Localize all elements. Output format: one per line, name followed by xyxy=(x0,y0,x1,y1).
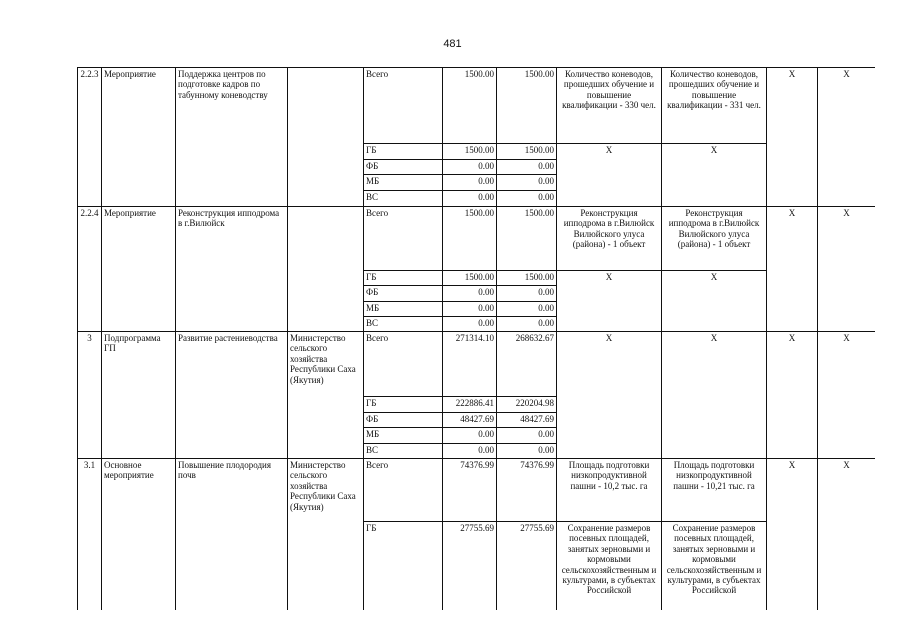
value-actual: 1500.00 xyxy=(497,144,557,160)
value-planned: 27755.69 xyxy=(443,522,497,611)
value-actual: 0.00 xyxy=(497,191,557,207)
value-actual: 268632.67 xyxy=(497,332,557,397)
funding-source: Всего xyxy=(364,207,443,271)
value-actual: 0.00 xyxy=(497,160,557,175)
value-planned: 222886.41 xyxy=(443,397,497,413)
program-table-grid xyxy=(77,67,875,610)
indicator-actual: X xyxy=(662,332,767,459)
program-table xyxy=(77,67,875,610)
indicator-planned: Площадь подготовки низкопродуктивной пашни - 10,2 тыс. га xyxy=(557,459,662,522)
funding-source: ФБ xyxy=(364,413,443,428)
value-actual: 0.00 xyxy=(497,302,557,317)
indicator-planned: Сохранение размеров посевных площадей, занятых зерновыми и кормовыми сельскохозяйственным и культурами, в субъектах Российской xyxy=(557,522,662,611)
table-row xyxy=(78,68,876,144)
item-type: Основное мероприятие xyxy=(102,459,176,611)
item-title: Поддержка центров по подготовке кадров по табунному коневодству xyxy=(176,68,288,207)
mark-x: X xyxy=(818,68,876,207)
value-actual: 0.00 xyxy=(497,175,557,191)
mark-x: X xyxy=(767,207,818,332)
value-planned: 0.00 xyxy=(443,302,497,317)
value-actual: 0.00 xyxy=(497,428,557,444)
value-actual: 220204.98 xyxy=(497,397,557,413)
indicator-actual: X xyxy=(662,271,767,332)
funding-source: Всего xyxy=(364,332,443,397)
funding-source: МБ xyxy=(364,175,443,191)
value-planned: 0.00 xyxy=(443,191,497,207)
executor xyxy=(288,207,364,332)
item-type: Подпрограмма ГП xyxy=(102,332,176,459)
item-title: Повышение плодородия почв xyxy=(176,459,288,611)
funding-source: ВС xyxy=(364,444,443,459)
value-planned: 0.00 xyxy=(443,286,497,302)
table-row xyxy=(78,332,876,397)
value-planned: 0.00 xyxy=(443,428,497,444)
value-actual: 74376.99 xyxy=(497,459,557,522)
item-type: Мероприятие xyxy=(102,68,176,207)
value-planned: 0.00 xyxy=(443,444,497,459)
mark-x: X xyxy=(767,459,818,611)
table-body xyxy=(78,68,876,611)
mark-x: X xyxy=(818,207,876,332)
indicator-planned: Количество коневодов, прошедших обучение и повышение квалификации - 330 чел. xyxy=(557,68,662,144)
indicator-actual: Площадь подготовки низкопродуктивной пашни - 10,21 тыс. га xyxy=(662,459,767,522)
value-planned: 1500.00 xyxy=(443,207,497,271)
funding-source: Всего xyxy=(364,459,443,522)
funding-source: ВС xyxy=(364,191,443,207)
value-planned: 0.00 xyxy=(443,160,497,175)
funding-source: ФБ xyxy=(364,160,443,175)
executor xyxy=(288,68,364,207)
row-number: 3 xyxy=(78,332,102,459)
indicator-actual: Сохранение размеров посевных площадей, занятых зерновыми и кормовыми сельскохозяйственным и культурами, в субъектах Российской xyxy=(662,522,767,611)
item-title: Реконструкция ипподрома в г.Вилюйск xyxy=(176,207,288,332)
funding-source: ВС xyxy=(364,317,443,332)
indicator-actual: Реконструкция ипподрома в г.Вилюйск Вилюйского улуса (района) - 1 объект xyxy=(662,207,767,271)
funding-source: МБ xyxy=(364,302,443,317)
mark-x: X xyxy=(818,459,876,611)
funding-source: ГБ xyxy=(364,397,443,413)
value-planned: 1500.00 xyxy=(443,271,497,286)
row-number: 3.1 xyxy=(78,459,102,611)
indicator-planned: X xyxy=(557,271,662,332)
funding-source: Всего xyxy=(364,68,443,144)
indicator-actual: Количество коневодов, прошедших обучение и повышение квалификации - 331 чел. xyxy=(662,68,767,144)
value-planned: 74376.99 xyxy=(443,459,497,522)
funding-source: ГБ xyxy=(364,271,443,286)
funding-source: МБ xyxy=(364,428,443,444)
value-planned: 0.00 xyxy=(443,317,497,332)
value-planned: 48427.69 xyxy=(443,413,497,428)
item-title: Развитие растениеводства xyxy=(176,332,288,459)
indicator-planned: X xyxy=(557,332,662,459)
mark-x: X xyxy=(818,332,876,459)
value-actual: 0.00 xyxy=(497,286,557,302)
item-type: Мероприятие xyxy=(102,207,176,332)
value-actual: 27755.69 xyxy=(497,522,557,611)
table-row xyxy=(78,207,876,271)
executor: Министерство сельского хозяйства Республики Саха (Якутия) xyxy=(288,332,364,459)
value-planned: 271314.10 xyxy=(443,332,497,397)
row-number: 2.2.4 xyxy=(78,207,102,332)
page-number: 481 xyxy=(443,38,462,50)
value-actual: 1500.00 xyxy=(497,68,557,144)
indicator-planned: Реконструкция ипподрома в г.Вилюйск Вилюйского улуса (района) - 1 объект xyxy=(557,207,662,271)
executor: Министерство сельского хозяйства Республики Саха (Якутия) xyxy=(288,459,364,611)
value-planned: 0.00 xyxy=(443,175,497,191)
indicator-actual: X xyxy=(662,144,767,207)
value-actual: 0.00 xyxy=(497,317,557,332)
value-planned: 1500.00 xyxy=(443,144,497,160)
indicator-planned: X xyxy=(557,144,662,207)
mark-x: X xyxy=(767,68,818,207)
mark-x: X xyxy=(767,332,818,459)
funding-source: ГБ xyxy=(364,522,443,611)
table-row xyxy=(78,459,876,522)
value-planned: 1500.00 xyxy=(443,68,497,144)
value-actual: 0.00 xyxy=(497,444,557,459)
funding-source: ГБ xyxy=(364,144,443,160)
value-actual: 1500.00 xyxy=(497,207,557,271)
funding-source: ФБ xyxy=(364,286,443,302)
value-actual: 1500.00 xyxy=(497,271,557,286)
value-actual: 48427.69 xyxy=(497,413,557,428)
row-number: 2.2.3 xyxy=(78,68,102,207)
